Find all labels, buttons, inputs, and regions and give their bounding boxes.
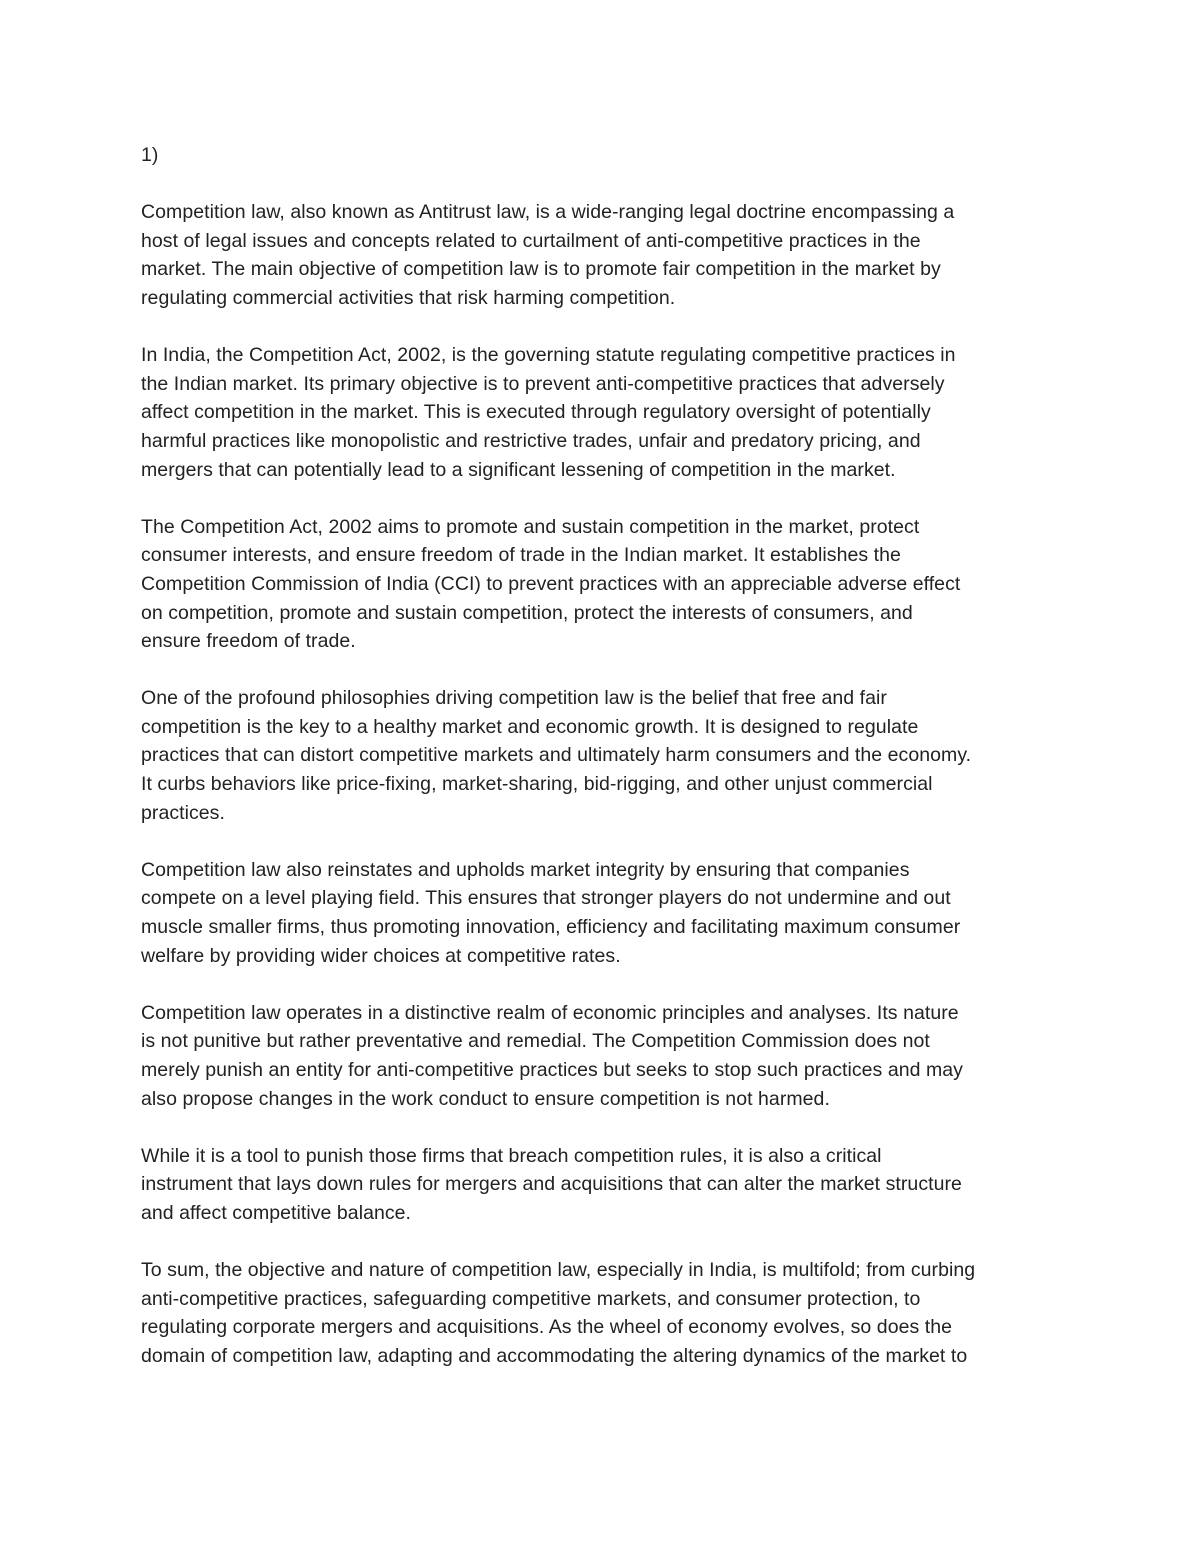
paragraph-8: [141, 1256, 1066, 1370]
text-line: regulating corporate mergers and acquisitions. As the wheel of economy evolves, so does the: [141, 1316, 953, 1339]
text-line: mergers that can potentially lead to a significant lessening of competition in the market.: [141, 458, 896, 481]
text-line: consumer interests, and ensure freedom of trade in the Indian market. It establishes the: [141, 544, 901, 567]
text-line: ensure freedom of trade.: [141, 630, 356, 653]
text-line: anti-competitive practices, safeguarding competitive markets, and consumer protection, to: [141, 1287, 921, 1310]
text-line: market. The main objective of competition law is to promote fair competition in the market by: [141, 258, 941, 281]
text-line: domain of competition law, adapting and accommodating the altering dynamics of the market to: [141, 1344, 968, 1367]
paragraph-2: [141, 341, 1066, 484]
paragraph-6: [141, 999, 1066, 1113]
text-line: competition is the key to a healthy market and economic growth. It is designed to regulate: [141, 715, 919, 738]
text-line: merely punish an entity for anti-competitive practices but seeks to stop such practices and may: [141, 1059, 963, 1081]
text-line: It curbs behaviors like price-fixing, market-sharing, bid-rigging, and other unjust commercial: [141, 773, 933, 796]
paragraph-4: [141, 684, 1066, 827]
document-body: [141, 141, 1066, 1399]
text-line: compete on a level playing field. This ensures that stronger players do not undermine and out: [141, 887, 951, 910]
text-line: host of legal issues and concepts related to curtailment of anti-competitive practices in the: [141, 229, 921, 252]
paragraph-5: [141, 856, 1066, 970]
text-line: welfare by providing wider choices at competitive rates.: [141, 944, 621, 967]
text-line: and affect competitive balance.: [141, 1201, 412, 1224]
text-line: Competition Commission of India (CCI) to prevent practices with an appreciable adverse effect: [141, 572, 961, 595]
text-line: also propose changes in the work conduct to ensure competition is not harmed.: [141, 1087, 830, 1110]
question-number: 1): [141, 144, 159, 166]
text-line: regulating commercial activities that risk harming competition.: [141, 286, 676, 309]
text-line: practices.: [141, 801, 225, 824]
text-line: To sum, the objective and nature of competition law, especially in India, is multifold; from curbing: [141, 1259, 976, 1282]
text-line: Competition law operates in a distinctive realm of economic principles and analyses. Its nature: [141, 1001, 959, 1024]
text-line: practices that can distort competitive markets and ultimately harm consumers and the economy.: [141, 744, 972, 767]
text-line: While it is a tool to punish those firms that breach competition rules, it is also a critical: [141, 1144, 882, 1167]
text-line: is not punitive but rather preventative and remedial. The Competition Commission does not: [141, 1030, 930, 1053]
paragraph-1: [141, 198, 1066, 312]
text-line: In India, the Competition Act, 2002, is the governing statute regulating competitive practices in: [141, 344, 956, 367]
text-line: Competition law, also known as Antitrust law, is a wide-ranging legal doctrine encompassing a: [141, 201, 955, 224]
paragraph-7: [141, 1142, 1066, 1228]
text-line: muscle smaller firms, thus promoting innovation, efficiency and facilitating maximum consumer: [141, 916, 961, 939]
text-line: affect competition in the market. This is executed through regulatory oversight of potentially: [141, 401, 931, 424]
text-line: One of the profound philosophies driving competition law is the belief that free and fair: [141, 687, 887, 710]
text-line: the Indian market. Its primary objective is to prevent anti-competitive practices that adversely: [141, 372, 945, 395]
text-line: on competition, promote and sustain competition, protect the interests of consumers, and: [141, 601, 913, 624]
text-line: harmful practices like monopolistic and restrictive trades, unfair and predatory pricing, and: [141, 429, 921, 452]
paragraph-3: [141, 513, 1066, 656]
text-line: The Competition Act, 2002 aims to promote and sustain competition in the market, protect: [141, 515, 920, 538]
text-line: instrument that lays down rules for mergers and acquisitions that can alter the market structure: [141, 1173, 962, 1196]
text-line: Competition law also reinstates and upholds market integrity by ensuring that companies: [141, 858, 910, 881]
